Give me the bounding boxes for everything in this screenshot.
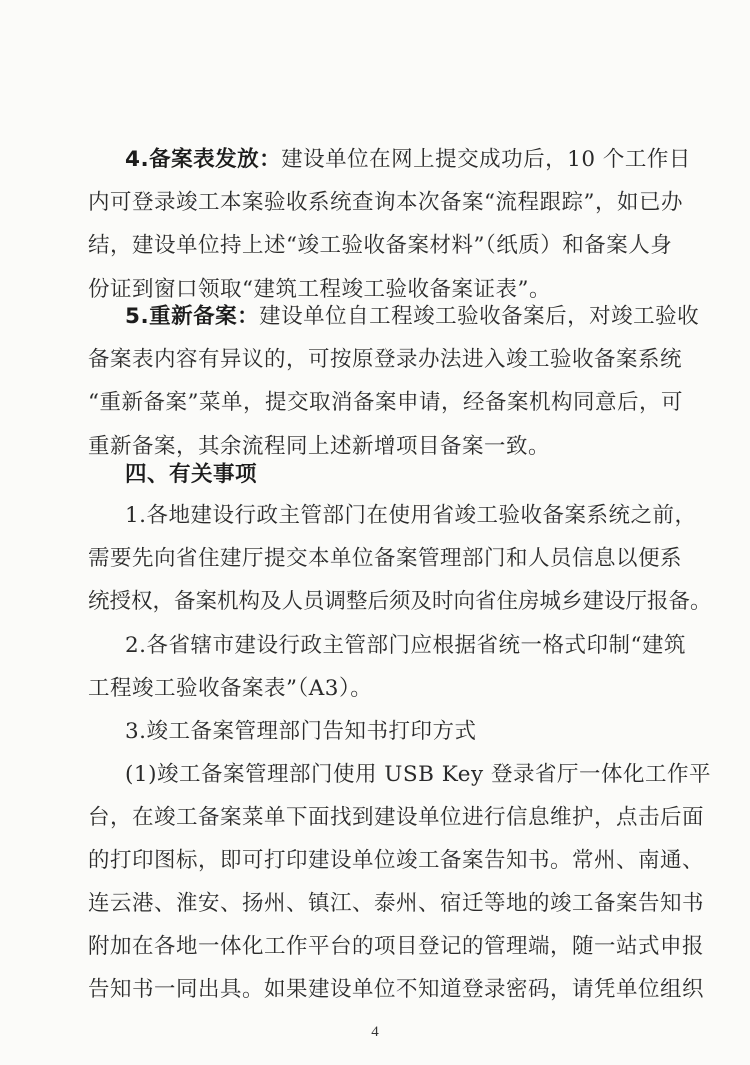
- item1-line-1: 1.各地建设行政主管部门在使用省竣工验收备案系统之前，: [125, 503, 697, 528]
- p5-lead: 5.重新备案：: [125, 304, 260, 329]
- p4-line-2: 内可登录竣工本案验收系统查询本次备案“流程跟踪”，如已办: [88, 190, 683, 215]
- p4-line-3: 结，建设单位持上述“竣工验收备案材料”（纸质）和备案人身: [88, 233, 673, 258]
- p5-line-4: 重新备案，其余流程同上述新增项目备案一致。: [88, 434, 551, 459]
- p5-line-1: 5.重新备案：建设单位自工程竣工验收备案后，对竣工验收: [125, 304, 700, 329]
- item3-line-1: 3.竣工备案管理部门告知书打印方式: [125, 719, 477, 744]
- p4-line-1: 4.备案表发放：建设单位在网上提交成功后，10 个工作日: [125, 147, 691, 172]
- item3-1-line-6: 告知书一同出具。如果建设单位不知道登录密码，请凭单位组织: [88, 977, 705, 1002]
- item3-1-line-1: (1)竣工备案管理部门使用 USB Key 登录省厅一体化工作平: [125, 762, 711, 787]
- p4-line-4: 份证到窗口领取“建筑工程竣工验收备案证表”。: [88, 277, 551, 302]
- p5-line-3: “重新备案”菜单，提交取消备案申请，经备案机构同意后，可: [88, 390, 683, 415]
- item1-line-2: 需要先向省住建厅提交本单位备案管理部门和人员信息以便系: [88, 546, 683, 571]
- p5-line-2: 备案表内容有异议的，可按原登录办法进入竣工验收备案系统: [88, 347, 683, 372]
- item3-1-line-3: 的打印图标，即可打印建设单位竣工备案告知书。常州、南通、: [88, 848, 705, 873]
- item3-1-line-5: 附加在各地一体化工作平台的项目登记的管理端，随一站式申报: [88, 934, 705, 959]
- item2-line-1: 2.各省辖市建设行政主管部门应根据省统一格式印制“建筑: [125, 633, 687, 658]
- section-heading: 四、有关事项: [125, 462, 258, 487]
- item2-line-2: 工程竣工验收备案表”（A3）。: [88, 676, 373, 701]
- p4-lead: 4.备案表发放：: [125, 147, 282, 172]
- item1-line-3: 统授权，备案机构及人员调整后须及时向省住房城乡建设厅报备。: [88, 589, 712, 614]
- page-number: 4: [371, 1024, 379, 1040]
- item3-1-line-4: 连云港、淮安、扬州、镇江、泰州、宿迁等地的竣工备案告知书: [88, 891, 705, 916]
- item3-1-line-2: 台，在竣工备案菜单下面找到建设单位进行信息维护，点击后面: [88, 805, 705, 830]
